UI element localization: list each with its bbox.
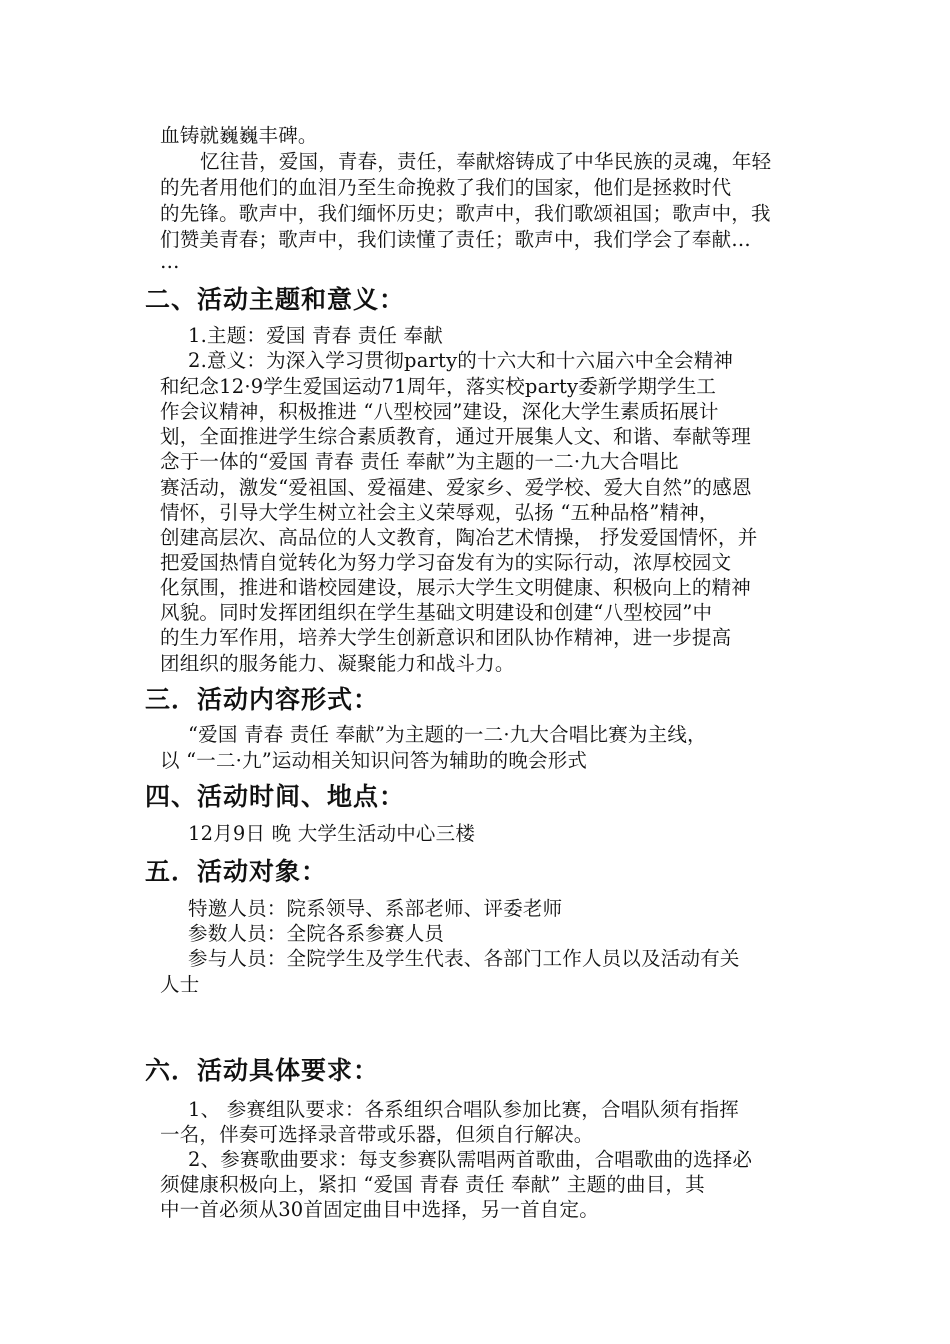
section2-line: 团组织的服务能力、凝聚能力和战斗力。 <box>160 652 515 675</box>
section5-line: 人士 <box>160 973 200 996</box>
section2-line: 情怀，引导大学生树立社会主义荣辱观，弘扬 “五种品格”精神， <box>160 501 719 524</box>
intro-line: … <box>160 250 180 273</box>
section5-line: 特邀人员：院系领导、系部老师、评委老师 <box>188 897 563 920</box>
intro-line: 的先者用他们的血泪乃至生命挽救了我们的国家，他们是拯救时代 <box>160 176 732 199</box>
section-heading-theme: 二、活动主题和意义： <box>145 285 406 314</box>
section-heading-requirements: 六．活动具体要求： <box>145 1056 380 1085</box>
section-heading-content: 三．活动内容形式： <box>145 685 380 714</box>
intro-line: 血铸就巍巍丰碑。 <box>160 124 318 147</box>
section6-line: 中一首必须从30首固定曲目中选择，另一首自定。 <box>160 1198 599 1221</box>
section4-line: 12月9日 晚 大学生活动中心三楼 <box>188 822 476 845</box>
section6-line: 2、参赛歌曲要求：每支参赛队需唱两首歌曲，合唱歌曲的选择必 <box>188 1148 753 1171</box>
section2-line: 风貌。同时发挥团组织在学生基础文明建设和创建“八型校园”中 <box>160 601 713 624</box>
section2-line: 念于一体的“爱国 青春 责任 奉献”为主题的一二·九大合唱比 <box>160 450 679 473</box>
section2-line: 把爱国热情自觉转化为努力学习奋发有为的实际行动，浓厚校园文 <box>160 551 732 574</box>
section2-line: 作会议精神，积极推进 “八型校园”建设，深化大学生素质拓展计 <box>160 400 719 423</box>
section5-line: 参数人员：全院各系参赛人员 <box>188 922 445 945</box>
section3-line: “爱国 青春 责任 奉献”为主题的一二·九大合唱比赛为主线， <box>188 723 707 746</box>
intro-line: 忆往昔，爱国，青春，责任，奉献熔铸成了中华民族的灵魂，年轻 <box>200 150 772 173</box>
section5-line: 参与人员：全院学生及学生代表、各部门工作人员以及活动有关 <box>188 947 740 970</box>
section3-line: 以 “一二·九”运动相关知识问答为辅助的晚会形式 <box>160 749 588 772</box>
section2-line: 1.主题：爱国 青春 责任 奉献 <box>188 324 443 347</box>
intro-line: 们赞美青春；歌声中，我们读懂了责任；歌声中，我们学会了奉献… <box>160 228 752 251</box>
section-heading-audience: 五．活动对象： <box>145 857 328 886</box>
section2-line: 赛活动，激发“爱祖国、爱福建、爱家乡、爱学校、爱大自然”的感恩 <box>160 476 752 499</box>
intro-line: 的先锋。歌声中，我们缅怀历史；歌声中，我们歌颂祖国；歌声中，我 <box>160 202 771 225</box>
section2-line: 的生力军作用，培养大学生创新意识和团队协作精神，进一步提高 <box>160 626 732 649</box>
section6-line: 须健康积极向上，紧扣 “爱国 青春 责任 奉献” 主题的曲目，其 <box>160 1173 705 1196</box>
section2-line: 和纪念12·9学生爱国运动71周年，落实校party委新学期学生工 <box>160 375 717 398</box>
section2-line: 2.意义：为深入学习贯彻party的十六大和十六届六中全会精神 <box>188 349 734 372</box>
section2-line: 划，全面推进学生综合素质教育，通过开展集人文、和谐、奉献等理 <box>160 425 752 448</box>
section2-line: 化氛围，推进和谐校园建设，展示大学生文明健康、积极向上的精神 <box>160 576 752 599</box>
section2-line: 创建高层次、高品位的人文教育，陶冶艺术情操， 抒发爱国情怀，并 <box>160 526 758 549</box>
section6-line: 1、 参赛组队要求：各系组织合唱队参加比赛，合唱队须有指挥 <box>188 1098 739 1121</box>
section-heading-time-place: 四、活动时间、地点： <box>145 782 406 811</box>
section6-line: 一名，伴奏可选择录音带或乐器，但须自行解决。 <box>160 1123 594 1146</box>
